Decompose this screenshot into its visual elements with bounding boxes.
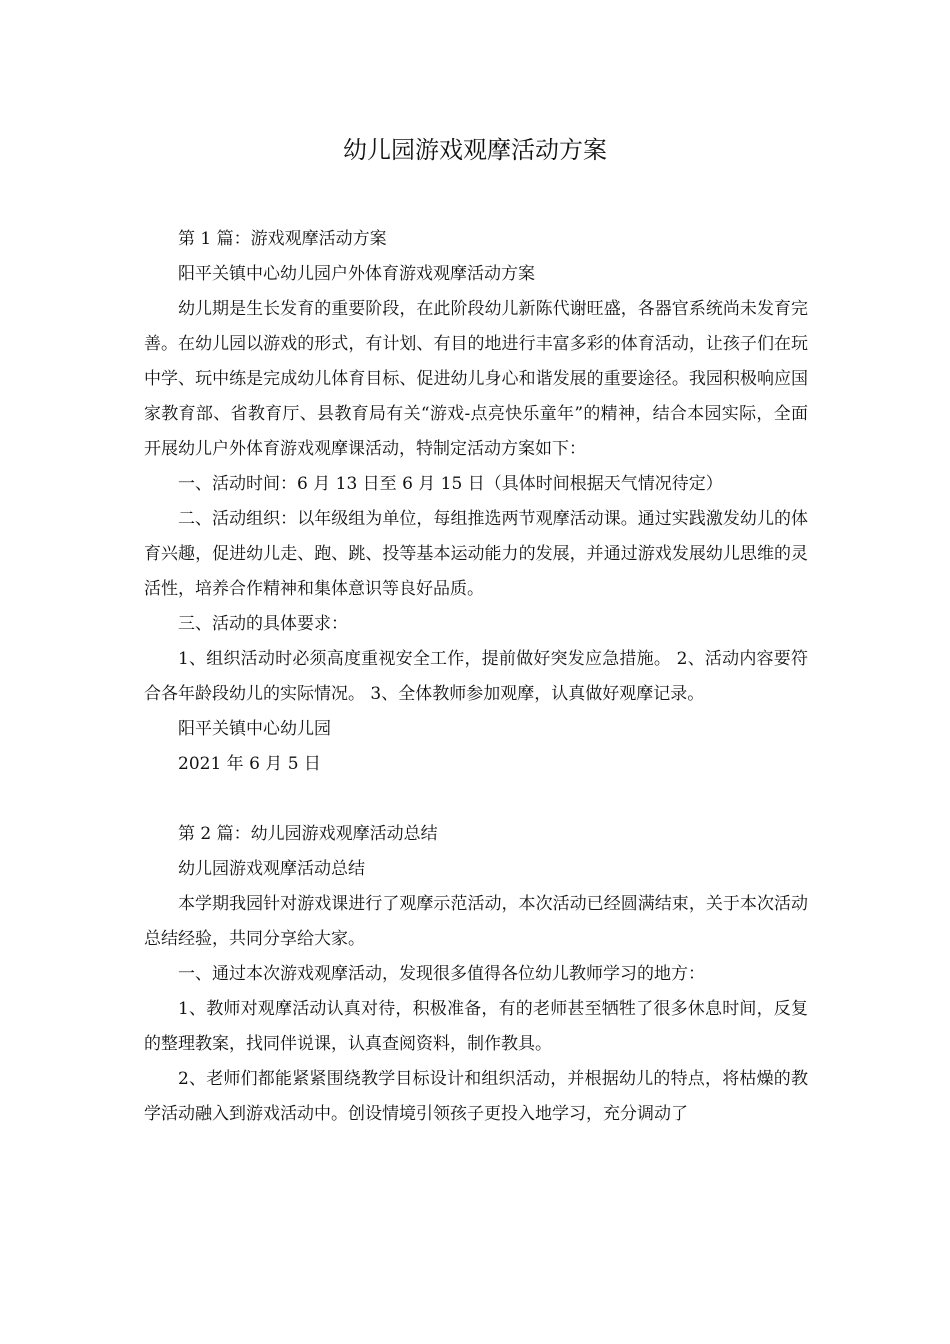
paragraph: 三、活动的具体要求：: [178, 614, 348, 634]
section-1-heading: 第 1 篇：游戏观摩活动方案: [178, 229, 387, 249]
section-2: [144, 817, 808, 1132]
paragraph: 一、活动时间：6 月 13 日至 6 月 15 日（具体时间根据天气情况待定）: [178, 474, 723, 494]
paragraph: 幼儿期是生长发育的重要阶段，在此阶段幼儿新陈代谢旺盛，各器官系统尚未发育完善。在幼儿园以游戏的形式，有计划、有目的地进行丰富多彩的体育活动，让孩子们在玩中学、玩中练是完成幼儿体育目标、促进幼儿身心和谐发展的重要途径。我园积极响应国家教育部、省教育厅、县教育局有关“游戏-点亮快乐童年”的精神，结合本园实际，全面开展幼儿户外体育游戏观摩课活动，特制定活动方案如下：: [144, 299, 808, 459]
paragraph: 二、活动组织：以年级组为单位，每组推选两节观摩活动课。通过实践激发幼儿的体育兴趣，促进幼儿走、跑、跳、投等基本运动能力的发展，并通过游戏发展幼儿思维的灵活性，培养合作精神和集体意识等良好品质。: [144, 509, 808, 599]
section-2-heading: 第 2 篇：幼儿园游戏观摩活动总结: [178, 824, 438, 844]
paragraph: 1、教师对观摩活动认真对待，积极准备，有的老师甚至牺牲了很多休息时间，反复的整理教案，找同伴说课，认真查阅资料，制作教具。: [144, 999, 808, 1054]
signature-org: 阳平关镇中心幼儿园: [178, 719, 331, 739]
paragraph: 1、组织活动时必须高度重视安全工作，提前做好突发应急措施。 2、活动内容要符合各年龄段幼儿的实际情况。 3、全体教师参加观摩，认真做好观摩记录。: [144, 649, 808, 704]
document-title: 幼儿园游戏观摩活动方案: [343, 136, 607, 164]
document-body: [144, 222, 808, 1132]
section-1-subtitle: 阳平关镇中心幼儿园户外体育游戏观摩活动方案: [178, 264, 535, 284]
paragraph: 本学期我园针对游戏课进行了观摩示范活动，本次活动已经圆满结束，关于本次活动总结经验，共同分享给大家。: [144, 894, 808, 949]
paragraph: 一、通过本次游戏观摩活动，发现很多值得各位幼儿教师学习的地方：: [178, 964, 705, 984]
section-1: [144, 222, 808, 782]
section-spacer: [144, 782, 808, 817]
signature-date: 2021 年 6 月 5 日: [178, 754, 321, 774]
paragraph: 2、老师们都能紧紧围绕教学目标设计和组织活动，并根据幼儿的特点，将枯燥的教学活动融入到游戏活动中。创设情境引领孩子更投入地学习，充分调动了: [144, 1069, 808, 1124]
section-2-subtitle: 幼儿园游戏观摩活动总结: [178, 859, 365, 879]
